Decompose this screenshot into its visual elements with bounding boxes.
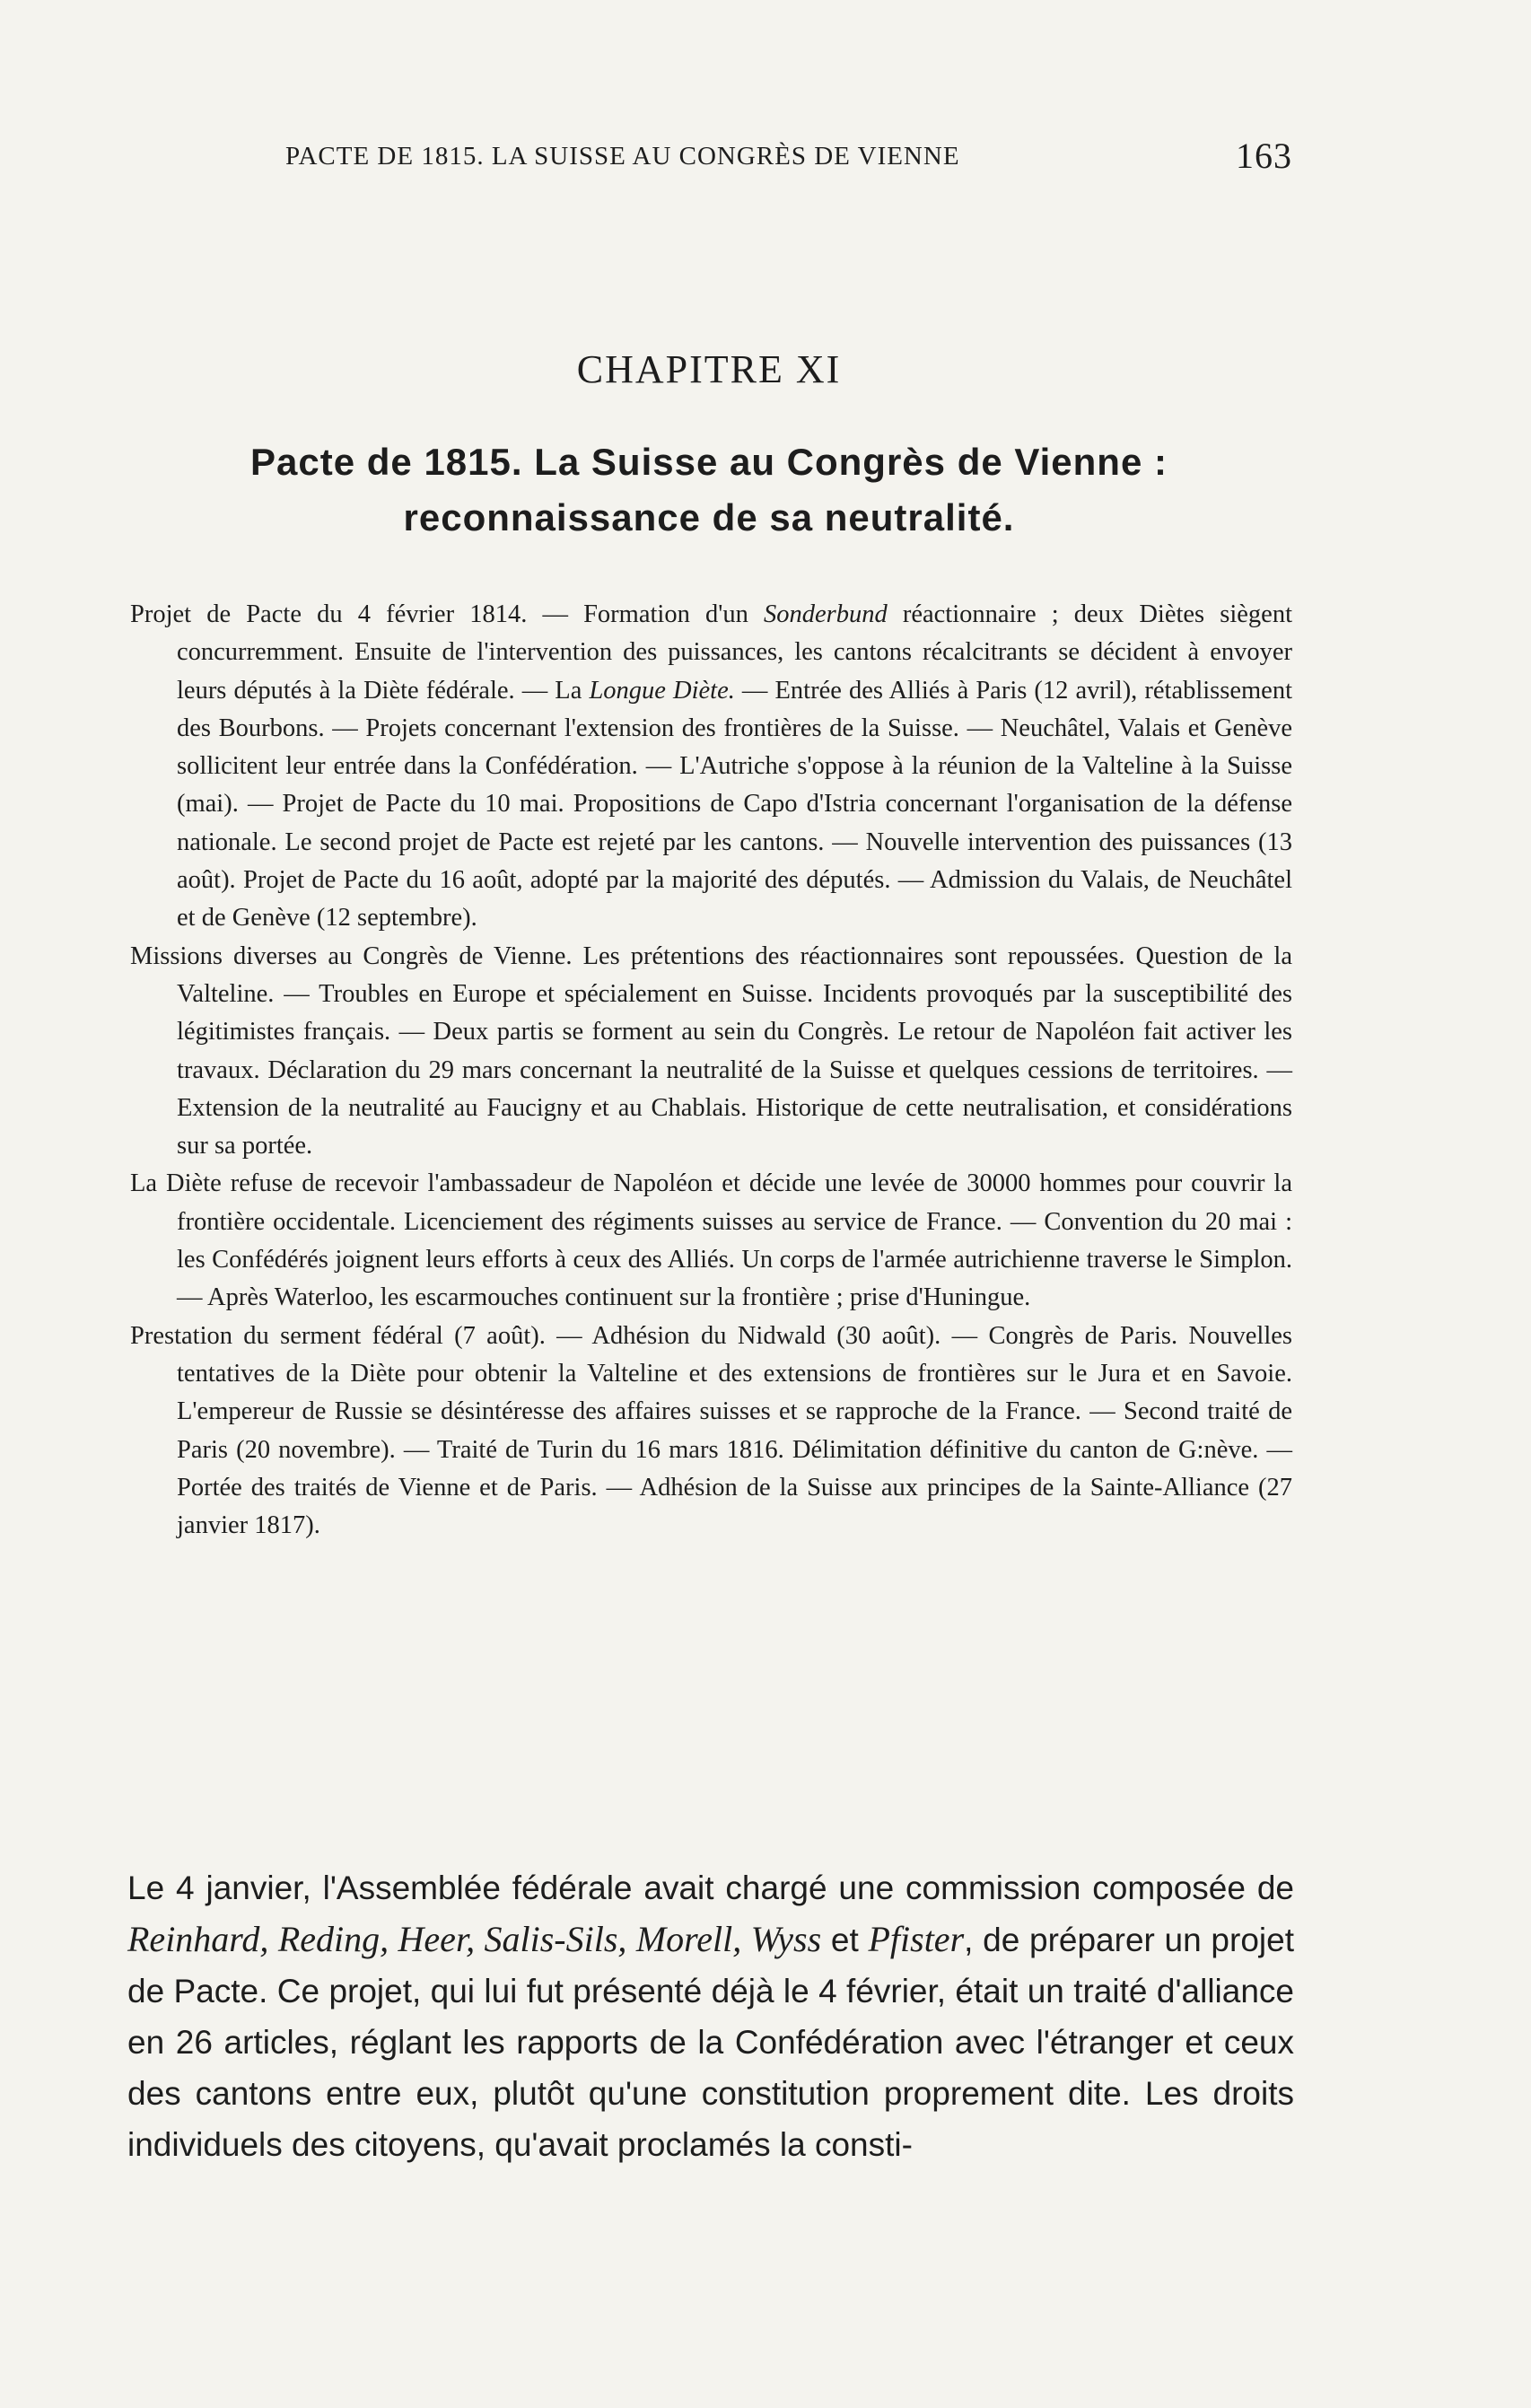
- body-text-run: , de préparer un projet de Pacte. Ce projet, qui lui fut présenté déjà le 4 février, était un traité d'alliance en 26 articles, réglant les rapports de la Confédération avec l'étranger et ceux des cantons entre eux, plutôt qu'une constitution proprement dite. Les droits individuels des citoyens, qu'avait proclamés la consti-: [127, 1922, 1294, 2163]
- summary-text: — Entrée des Alliés à Paris (12 avril), rétablissement des Bourbons. — Projets concernant l'extension des frontières de la Suisse. — Neuchâtel, Valais et Genève sollicitent leur entrée dans la Confédération. — L'Autriche s'oppose à la réunion de la Valteline à la Suisse (mai). — Projet de Pacte du 10 mai. Propositions de Capo d'Istria concernant l'organisation de la défense nationale. Le second projet de Pacte est rejeté par les cantons. — Nouvelle intervention des puissances (13 août). Projet de Pacte du 16 août, adopté par la majorité des députés. — Admission du Valais, de Neuchâtel et de Genève (12 septembre).: [177, 676, 1292, 933]
- summary-text: Projet de Pacte du 4 février 1814. — Formation d'un: [130, 600, 764, 628]
- summary-paragraph-1: [130, 596, 1292, 938]
- body-text-run: et: [821, 1922, 869, 1958]
- body-paragraph: [127, 1862, 1294, 2170]
- summary-italic-term: Longue Diète.: [589, 676, 735, 705]
- running-header-title: PACTE DE 1815. LA SUISSE AU CONGRÈS DE VIENNE: [285, 142, 960, 171]
- summary-paragraph-2: Missions diverses au Congrès de Vienne. Les prétentions des réactionnaires sont repoussées. Question de la Valteline. — Troubles en Europe et spécialement en Suisse. Incidents provoqués par la susceptibilité des légitimistes français. — Deux partis se forment au sein du Congrès. Le retour de Napoléon fait activer les travaux. Déclaration du 29 mars concernant la neutralité de la Suisse et quelques cessions de territoires. — Extension de la neutralité au Faucigny et au Chablais. Historique de cette neutralisation, et considérations sur sa portée.: [130, 941, 1292, 1160]
- chapter-title-line-2: reconnaissance de sa neutralité.: [403, 496, 1015, 539]
- chapter-summary: [130, 596, 1292, 1545]
- running-header: [285, 135, 1292, 180]
- chapter-title-line-1: Pacte de 1815. La Suisse au Congrès de Vienne :: [250, 441, 1168, 483]
- summary-italic-term: Sonderbund: [763, 600, 888, 628]
- body-italic-names: Reinhard, Reding, Heer, Salis-Sils, Morell, Wyss: [127, 1919, 822, 1959]
- chapter-label: CHAPITRE XI: [576, 347, 842, 391]
- summary-paragraph-4: Prestation du serment fédéral (7 août). — Adhésion du Nidwald (30 août). — Congrès de Paris. Nouvelles tentatives de la Diète pour obtenir la Valteline et des extensions de frontières sur le Jura et en Savoie. L'empereur de Russie se désintéresse des affaires suisses et se rapproche de la France. — Second traité de Paris (20 novembre). — Traité de Turin du 16 mars 1816. Délimitation définitive du canton de G:nève. — Portée des traités de Vienne et de Paris. — Adhésion de la Suisse aux principes de la Sainte-Alliance (27 janvier 1817).: [130, 1321, 1292, 1540]
- body-text-run: Le 4 janvier, l'Assemblée fédérale avait chargé une commission composée de: [127, 1869, 1294, 1906]
- chapter-title: [162, 434, 1256, 546]
- body-text: [127, 1862, 1294, 2170]
- summary-paragraph-3: La Diète refuse de recevoir l'ambassadeur de Napoléon et décide une levée de 30000 hommes pour couvrir la frontière occidentale. Licenciement des régiments suisses au service de France. — Convention du 20 mai : les Confédérés joignent leurs efforts à ceux des Alliés. Un corps de l'armée autrichienne traverse le Simplon. — Après Waterloo, les escarmouches continuent sur la frontière ; prise d'Huningue.: [130, 1169, 1292, 1312]
- body-italic-name: Pfister: [868, 1919, 965, 1959]
- page-number: 163: [1236, 136, 1292, 176]
- summary-text: réactionnaire ; deux Diètes siègent concurremment. Ensuite de l'intervention des puissances, les cantons récalcitrants se décident à envoyer leurs députés à la Diète fédérale. — La: [177, 600, 1292, 705]
